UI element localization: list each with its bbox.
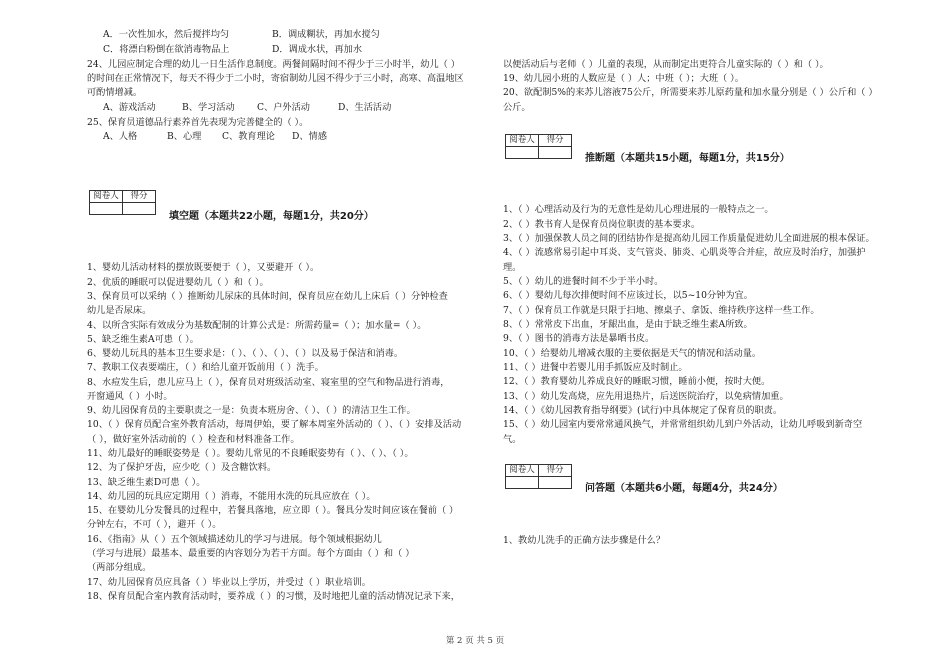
fill-line: 开窗通风（ ）小时。 — [87, 391, 173, 402]
judge-line: 8、（ ）常常皮下出血，牙龈出血，是由于缺乏维生素A所致。 — [503, 319, 753, 330]
fill-line: 9、幼儿园保育员的主要职责之一是：负责本班房舍、（ ）、（ ）的清洁卫生工作。 — [87, 405, 416, 416]
judge-line: 1、（ ）心理活动及行为的无意性是幼儿心理进展的一般特点之一。 — [503, 204, 774, 215]
score-label: 得分 — [539, 135, 572, 147]
judge-line: 2、（ ）教书育人是保育员岗位职责的基本要求。 — [503, 219, 701, 230]
score-cell[interactable] — [123, 203, 156, 215]
judge-line: 13、（ ）幼儿发高烧，应先用退热片，后送医院治疗，以免病情加重。 — [503, 391, 789, 402]
carryover-line: 以便活动后与老师（ ）儿童的表现，从而制定出更符合儿童实际的（ ）和（ ）。 — [503, 59, 829, 70]
grader-cell[interactable] — [90, 203, 123, 215]
judge-line: 理。 — [503, 262, 522, 273]
score-cell[interactable] — [539, 477, 572, 489]
fill-line: 1、婴幼儿活动材料的摆放既要便于（ ），又要避开（ ）。 — [87, 262, 320, 273]
grader-cell[interactable] — [506, 147, 539, 159]
fill-line: 15、在婴幼儿分发餐具的过程中，若餐具落地，应立即（ ）。餐具分发时间应该在餐前（ ） — [87, 505, 459, 516]
q25-option-c: C、教育理论 — [222, 131, 275, 142]
score-label: 得分 — [123, 191, 156, 203]
q23-option-d: D．调成水状，再加水 — [272, 44, 363, 55]
fill-line: 幼儿是否尿床。 — [87, 305, 152, 316]
fill-line: 分钟左右，不可（ ），避开（ ）。 — [87, 519, 222, 530]
grader-label: 阅卷人 — [506, 465, 539, 477]
judge-line: 3、（ ）加强保教人员之间的团结协作是提高幼儿园工作质量促进幼儿全面进展的根本保证。 — [503, 233, 875, 244]
fill-line: 3、保育员可以采纳（ ）推断幼儿尿床的具体时间，保育员应在幼儿上床后（ ）分钟检查 — [87, 291, 448, 302]
fill-line: 7、教职工仪表要端庄，（ ）和给儿童开饭前用（ ）洗手。 — [87, 362, 324, 373]
q25-option-a: A、人格 — [103, 131, 138, 142]
judge-line: 15、（ ）幼儿园室内要常常通风换气，并常常组织幼儿到户外活动，让幼儿呼吸到新奇空 — [503, 419, 863, 430]
judge-line: 9、（ ）图书的消毒方法是暴晒书皮。 — [503, 333, 655, 344]
fill-line: （ ），做好室外活动前的（ ）检查和材料准备工作。 — [87, 434, 300, 445]
grader-label: 阅卷人 — [90, 191, 123, 203]
section-title-fill-in: 填空题（本题共22小题，每题1分，共20分） — [169, 211, 374, 222]
fill-line: 13、缺乏维生素D可患（ ）。 — [87, 477, 206, 488]
q25-line: 25、保育员道德品行素养首先表现为完善健全的（ ）。 — [87, 117, 309, 128]
judge-line: 7、（ ）保育员工作就是只限于扫地、擦桌子、拿饭、维持秩序这样一些工作。 — [503, 305, 820, 316]
q24-option-b: B、学习活动 — [182, 102, 235, 113]
judge-line: 11、（ ）进餐中若婴儿用手抓饭应及时制止。 — [503, 362, 688, 373]
fill-line: 17、幼儿园保育员应具备（ ）毕业以上学历，并受过（ ）职业培训。 — [87, 577, 371, 588]
fill-line: 6、婴幼儿玩具的基本卫生要求是：（ ）、（ ）、（ ）、（ ）以及易于保洁和消毒。 — [87, 348, 404, 359]
score-box — [89, 190, 156, 215]
q23-option-a: A．一次性加水，然后搅拌均匀 — [103, 29, 230, 40]
judge-line: 12、（ ）教育婴幼儿养成良好的睡眠习惯，睡前小便，按时大便。 — [503, 376, 771, 387]
score-label: 得分 — [539, 465, 572, 477]
q20-line: 20、欲配制5%的来苏儿溶液75公斤，所需要来苏儿原药量和加水量分别是（ ）公斤和（ ） — [503, 87, 878, 98]
q24-line: 的时间在正常情况下，每天不得少于二小时，寄宿制幼儿园不得少于三小时，高寒、高温地区 — [87, 73, 464, 84]
fill-line: 5、缺乏维生素A可患（ ）。 — [87, 334, 199, 345]
qa-question: 1、教幼儿洗手的正确方法步骤是什么？ — [503, 535, 666, 546]
score-box — [505, 464, 572, 489]
fill-line: 11、幼儿最好的睡眠姿势是（ ）。婴幼儿常见的不良睡眠姿势有（ ）、（ ）、（ ）。 — [87, 448, 414, 459]
q24-option-c: C、户外活动 — [257, 102, 310, 113]
fill-line: 16、《指南》从（ ）五个领域描述幼儿的学习与进展。每个领域根据幼儿 — [87, 534, 382, 545]
fill-line: 8、水痘发生后，患儿应马上（ ），保育员对班级活动室、寝室里的空气和物品进行消毒， — [87, 377, 450, 388]
fill-line: 10、（ ）保育员配合室外教育活动，每周伊始，要了解本周室外活动的（ ）、（ ）安排及活动 — [87, 419, 462, 430]
q23-option-b: B．调成糊状，再加水搅匀 — [272, 29, 380, 40]
q23-option-c: C．将漂白粉倒在欲消毒物品上 — [103, 44, 230, 55]
fill-line: 14、幼儿园的玩具应定期用（ ）消毒，不能用水洗的玩具应放在（ ）。 — [87, 491, 376, 502]
grader-label: 阅卷人 — [506, 135, 539, 147]
judge-line: 5、（ ）幼儿的进餐时间不少于半小时。 — [503, 276, 664, 287]
fill-line: 12、为了保护牙齿，应少吃（ ）及含糖饮料。 — [87, 462, 277, 473]
score-box — [505, 134, 572, 159]
fill-line: 4、以所含实际有效成分为基数配制的计算公式是：所需药量=（ ）；加水量=（ ）。 — [87, 320, 427, 331]
q25-option-b: B、心理 — [167, 131, 202, 142]
q24-line: 可酌情增减。 — [87, 87, 143, 98]
section-title-judgement: 推断题（本题共15小题，每题1分，共15分） — [585, 153, 790, 164]
judge-line: 10、（ ）给婴幼儿增减衣服的主要依据是天气的情况和活动量。 — [503, 348, 762, 359]
section-title-qa: 问答题（本题共6小题，每题4分，共24分） — [585, 483, 783, 494]
q24-line: 24、儿园应制定合理的幼儿一日生活作息制度。两餐间隔时间不得少于三小时半，幼儿（ ） — [87, 59, 460, 70]
fill-line: （学习与进展）最基本、最重要的内容划分为若干方面。每个方面由（ ）和（ ） — [87, 548, 415, 559]
q24-option-d: D、生活活动 — [338, 102, 392, 113]
q20-line: 公斤。 — [503, 102, 531, 113]
q24-option-a: A、游戏活动 — [103, 102, 156, 113]
score-cell[interactable] — [539, 147, 572, 159]
judge-line: 14、（ ）《幼儿园教育指导纲要》(试行)中具体规定了保育员的职责。 — [503, 405, 783, 416]
judge-line: 4、（ ）流感常易引起中耳炎、支气管炎、肺炎、心肌炎等合并症，故应及时治疗，加强护 — [503, 247, 866, 258]
q25-option-d: D、情感 — [292, 131, 327, 142]
grader-cell[interactable] — [506, 477, 539, 489]
fill-line: （两部分组成。 — [87, 562, 152, 573]
judge-line: 气。 — [503, 434, 522, 445]
page-number: 第 2 页 共 5 页 — [445, 636, 505, 646]
fill-line: 2、优质的睡眠可以促进婴幼儿（ ）和（ ）。 — [87, 277, 269, 288]
q19-line: 19、幼儿园小班的人数应是（ ）人；中班（ ）；大班（ ）。 — [503, 73, 744, 84]
judge-line: 6、（ ）婴幼儿每次排便时间不应该过长，以5~10分钟为宜。 — [503, 290, 753, 301]
fill-line: 18、保育员配合室内教育活动时，要养成（ ）的习惯，及时地把儿童的活动情况记录下来， — [87, 591, 460, 602]
